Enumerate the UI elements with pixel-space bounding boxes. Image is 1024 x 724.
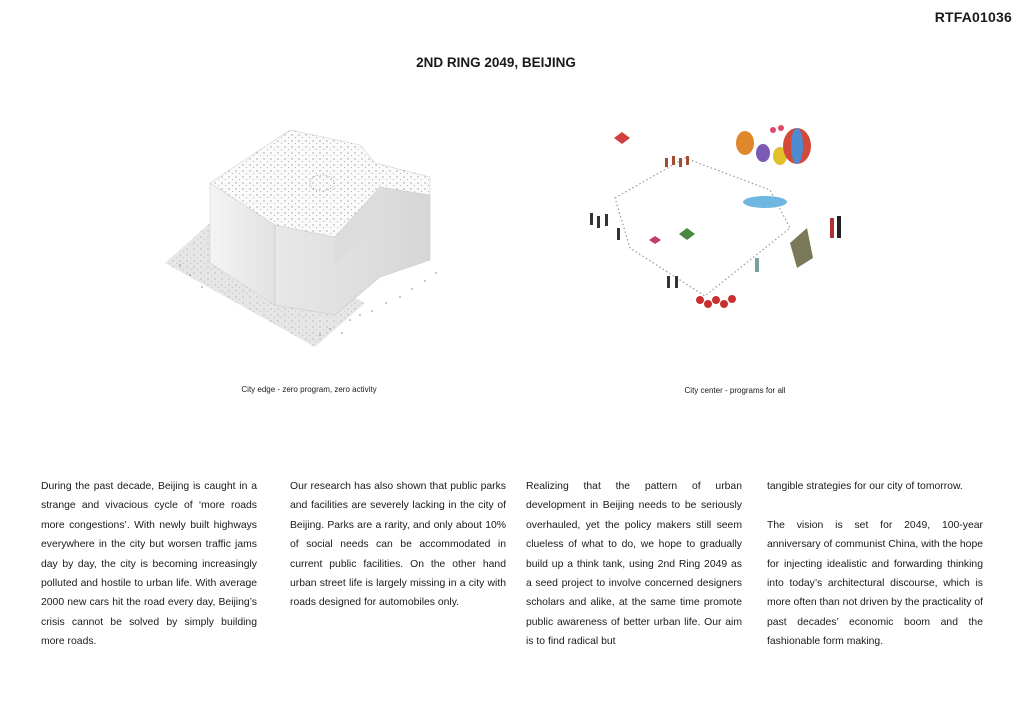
paragraph: Realizing that the pattern of urban development in Beijing needs to be seriously overhauled, yet the policy makers still seem clueless of what to do, we hope to gradually build up a think tank, using 2nd Ring 2049 as a seed project to involve concerned designers scholars and alike, at the same time promote public awareness of better urban life. Our aim is to find radical but xyxy=(526,481,742,648)
paragraph: tangible strategies for our city of tomorrow. xyxy=(767,481,963,492)
paragraph: During the past decade, Beijing is caught in a strange and vivacious cycle of ‘more roads more congestions’. With newly built highways everywhere in the city but worsen traffic jams day by day, the city is becoming increasingly polluted and hostile to urban life. With average 2000 new cars hit the road every day, Beijing’s crisis cannot be solved by simply building more roads. xyxy=(41,481,257,648)
city-edge-illustration xyxy=(150,115,450,350)
city-center-illustration xyxy=(575,118,855,318)
text-column-4 xyxy=(767,477,983,652)
text-column-1 xyxy=(41,477,257,652)
text-column-3 xyxy=(526,477,742,652)
project-code: RTFA01036 xyxy=(934,9,1012,25)
paragraph: The vision is set for 2049, 100-year anniversary of communist China, with the hope for injecting idealistic and forwarding thinking into today’s architectural discourse, which is more often than not driven by the practicality of past decades’ economic boom and the fashionable form making. xyxy=(767,519,984,648)
page-title: 2ND RING 2049, BEIJING xyxy=(416,55,576,70)
paragraph: Our research has also shown that public parks and facilities are severely lacking in the city of Beijing. Parks are a rarity, and only about 10% of social needs can be accommodated in current public facilities. On the other hand urban street life is largely missing in a city with roads designed for automobiles only. xyxy=(290,481,506,609)
text-column-2 xyxy=(290,477,506,613)
left-figure-caption: City edge - zero program, zero activity xyxy=(241,385,377,394)
balloon-icon xyxy=(736,125,811,165)
right-figure-caption: City center - programs for all xyxy=(684,386,786,395)
